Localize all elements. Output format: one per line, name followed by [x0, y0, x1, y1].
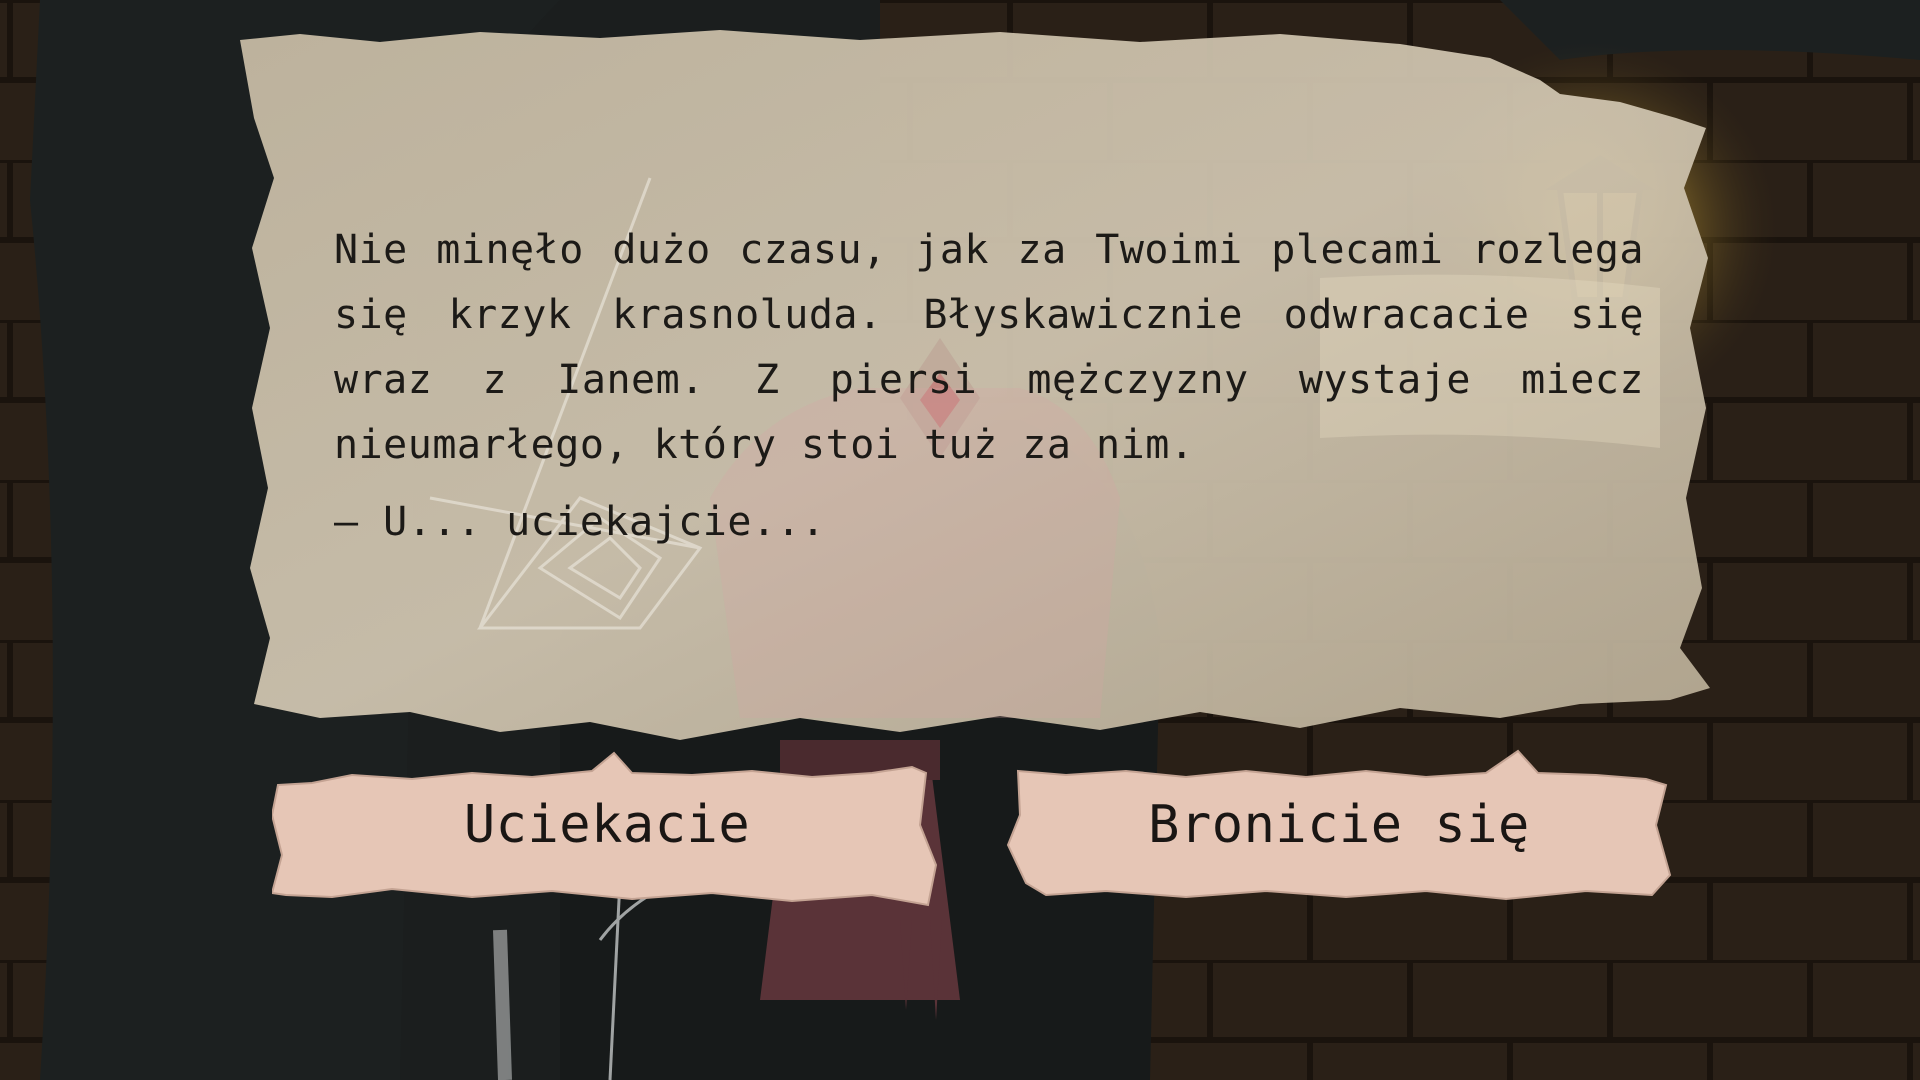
dialog-text [334, 218, 1644, 555]
character-speech: – U... uciekajcie... [334, 499, 826, 545]
choice-defend-label: Bronicie się [1148, 795, 1530, 855]
story-dialog [240, 28, 1720, 758]
choice-flee-label: Uciekacie [463, 795, 751, 855]
choice-defend-button[interactable] [1006, 745, 1672, 910]
narration-text: Nie minęło dużo czasu, jak za Twoimi plecami rozlega się krzyk krasnoluda. Błyskawicznie odwracacie się wraz z Ianem. Z piersi mężczyzny wystaje miecz nieumarłego, który stoi tuż za nim. [334, 227, 1644, 468]
choice-flee-button[interactable] [272, 745, 942, 910]
